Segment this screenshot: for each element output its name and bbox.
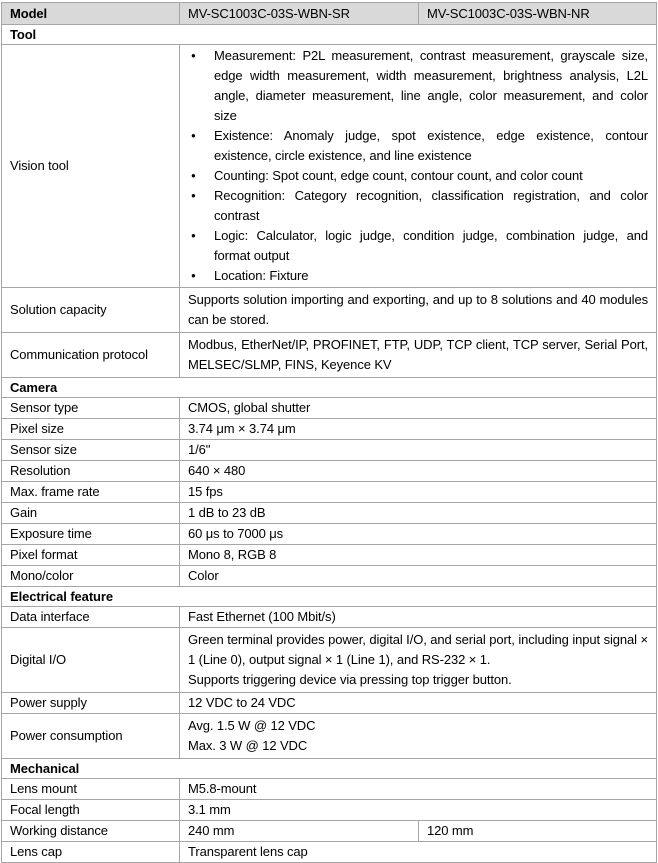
row-value: Supports solution importing and exporting, and up to 8 solutions and 40 modules can be stored.: [180, 288, 657, 333]
section-row-tool: [2, 25, 657, 45]
row-value: 12 VDC to 24 VDC: [180, 693, 657, 714]
row-value: 3.1 mm: [180, 800, 657, 821]
value-line: Avg. 1.5 W @ 12 VDC: [188, 718, 316, 733]
bullet-item: [188, 266, 648, 286]
row-label: Solution capacity: [2, 288, 180, 333]
row-value: CMOS, global shutter: [180, 398, 657, 419]
bullet-icon: ●: [191, 191, 196, 200]
section-title: Electrical feature: [2, 587, 657, 607]
spec-row-focal-length: [2, 800, 657, 821]
spec-row-data-interface: [2, 607, 657, 628]
row-label: Pixel size: [2, 419, 180, 440]
row-value: [180, 714, 657, 759]
bullet-text: Recognition: Category recognition, classification registration, and color contrast: [214, 188, 648, 223]
value-line: Max. 3 W @ 12 VDC: [188, 738, 308, 753]
spec-row-sensor-size: [2, 440, 657, 461]
model-header-row: [2, 3, 657, 25]
row-label: Sensor type: [2, 398, 180, 419]
row-label: Sensor size: [2, 440, 180, 461]
spec-row-communication-protocol: [2, 333, 657, 378]
bullet-icon: ●: [191, 171, 196, 180]
spec-row-gain: [2, 503, 657, 524]
bullet-item: [188, 166, 648, 186]
bullet-item: [188, 46, 648, 126]
spec-row-solution-capacity: [2, 288, 657, 333]
value-line: Green terminal provides power, digital I/O, and serial port, including input signal × 1 (Line 0), output signal × 1 (Line 1), and RS-232 × 1.: [188, 632, 648, 667]
spec-table: [1, 2, 657, 863]
row-label: Exposure time: [2, 524, 180, 545]
section-row-mechanical: [2, 759, 657, 779]
bullet-icon: ●: [191, 271, 196, 280]
row-label: Focal length: [2, 800, 180, 821]
spec-row-exposure-time: [2, 524, 657, 545]
row-value: M5.8-mount: [180, 779, 657, 800]
bullet-text: Existence: Anomaly judge, spot existence, edge existence, contour existence, circle existence, and line existence: [214, 128, 648, 163]
row-label: Gain: [2, 503, 180, 524]
model-value-sr: MV-SC1003C-03S-WBN-SR: [180, 3, 419, 25]
row-label: Mono/color: [2, 566, 180, 587]
model-label: Model: [2, 3, 180, 25]
spec-row-sensor-type: [2, 398, 657, 419]
row-value: Transparent lens cap: [180, 842, 657, 863]
row-label: Resolution: [2, 461, 180, 482]
row-label: Power supply: [2, 693, 180, 714]
spec-row-working-distance: [2, 821, 657, 842]
value-line: Supports triggering device via pressing top trigger button.: [188, 672, 512, 687]
row-value-nr: 120 mm: [419, 821, 657, 842]
spec-row-pixel-size: [2, 419, 657, 440]
row-label: Working distance: [2, 821, 180, 842]
section-title: Mechanical: [2, 759, 657, 779]
row-value-sr: 240 mm: [180, 821, 419, 842]
spec-row-power-supply: [2, 693, 657, 714]
row-value: 640 × 480: [180, 461, 657, 482]
section-title: Tool: [2, 25, 657, 45]
row-label: Data interface: [2, 607, 180, 628]
model-value-nr: MV-SC1003C-03S-WBN-NR: [419, 3, 657, 25]
row-label: Vision tool: [2, 45, 180, 288]
spec-row-max-frame-rate: [2, 482, 657, 503]
vision-tool-bullets: [180, 45, 657, 288]
row-label: Lens mount: [2, 779, 180, 800]
row-value: Color: [180, 566, 657, 587]
spec-row-digital-io: [2, 628, 657, 693]
row-value: Mono 8, RGB 8: [180, 545, 657, 566]
row-value: 3.74 μm × 3.74 μm: [180, 419, 657, 440]
spec-row-mono-color: [2, 566, 657, 587]
row-label: Digital I/O: [2, 628, 180, 693]
spec-row-lens-mount: [2, 779, 657, 800]
spec-row-pixel-format: [2, 545, 657, 566]
row-label: Communication protocol: [2, 333, 180, 378]
spec-row-resolution: [2, 461, 657, 482]
spec-row-vision-tool: [2, 45, 657, 288]
spec-row-lens-cap: [2, 842, 657, 863]
row-value: 60 μs to 7000 μs: [180, 524, 657, 545]
bullet-icon: ●: [191, 51, 196, 60]
row-label: Lens cap: [2, 842, 180, 863]
row-value: [180, 628, 657, 693]
section-title: Camera: [2, 378, 657, 398]
bullet-text: Location: Fixture: [214, 268, 309, 283]
row-value: 15 fps: [180, 482, 657, 503]
row-label: Power consumption: [2, 714, 180, 759]
row-value: 1 dB to 23 dB: [180, 503, 657, 524]
section-row-camera: [2, 378, 657, 398]
bullet-icon: ●: [191, 231, 196, 240]
bullet-item: [188, 186, 648, 226]
bullet-item: [188, 226, 648, 266]
row-label: Max. frame rate: [2, 482, 180, 503]
row-label: Pixel format: [2, 545, 180, 566]
bullet-text: Counting: Spot count, edge count, contour count, and color count: [214, 168, 583, 183]
section-row-electrical-feature: [2, 587, 657, 607]
row-value: Fast Ethernet (100 Mbit/s): [180, 607, 657, 628]
bullet-text: Logic: Calculator, logic judge, condition judge, combination judge, and format output: [214, 228, 648, 263]
bullet-icon: ●: [191, 131, 196, 140]
spec-row-power-consumption: [2, 714, 657, 759]
bullet-text: Measurement: P2L measurement, contrast measurement, grayscale size, edge width measurement, width measurement, brightness analysis, L2L angle, diameter measurement, line angle, color measurement, and color size: [214, 48, 648, 123]
row-value: Modbus, EtherNet/IP, PROFINET, FTP, UDP, TCP client, TCP server, Serial Port, MELSEC/SLMP, FINS, Keyence KV: [180, 333, 657, 378]
bullet-item: [188, 126, 648, 166]
row-value: 1/6": [180, 440, 657, 461]
